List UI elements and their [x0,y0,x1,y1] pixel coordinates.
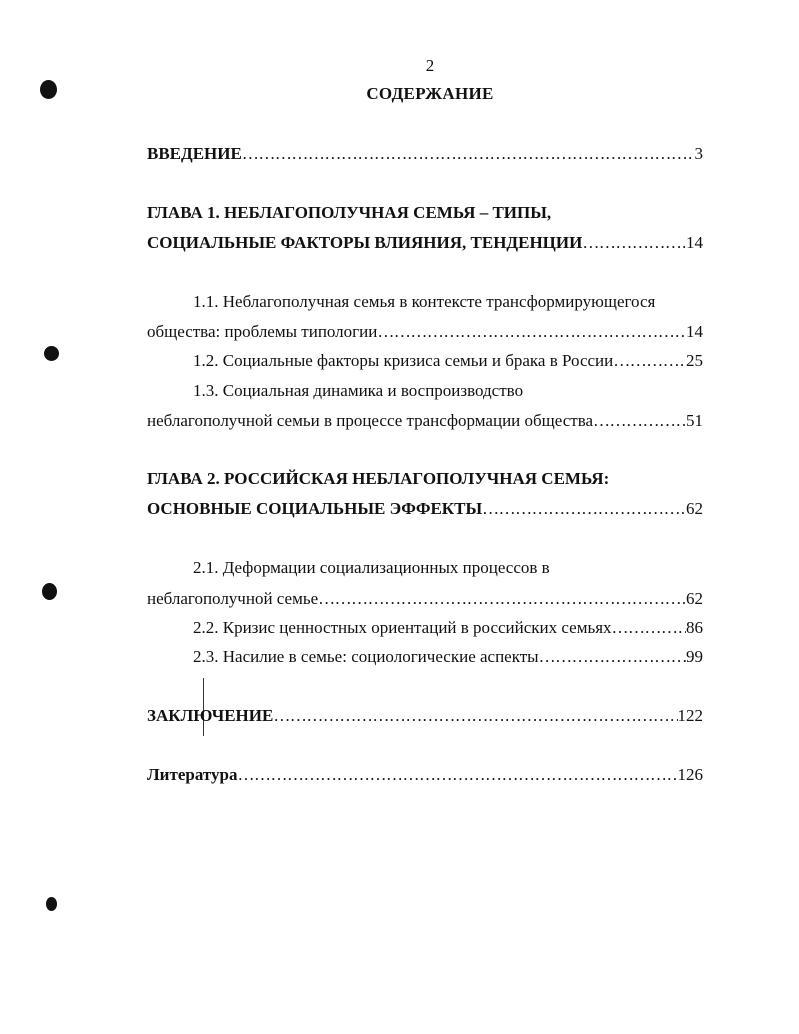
toc-page: 62 [686,589,703,608]
dot-leader [318,588,686,610]
toc-label: ВВЕДЕНИЕ [147,144,242,163]
toc-page: 14 [686,322,703,341]
dot-leader [242,143,695,165]
toc-page: 25 [686,351,703,370]
toc-label: неблагополучной семьи в процессе трансформации общества [147,411,594,430]
toc-label: 2.2. Кризис ценностных ориентаций в российских семьях [193,618,612,637]
punch-hole-mark [42,583,57,600]
toc-entry-chapter1[interactable] [147,232,703,254]
punch-hole-mark [46,897,57,911]
toc-entry-chapter2[interactable] [147,498,703,520]
dot-leader [593,410,686,432]
toc-label: ЗАКЛЮЧЕНИЕ [147,706,274,725]
toc-page: 62 [686,499,703,518]
toc-label: общества: проблемы типологии [147,322,378,341]
toc-entry-1-1[interactable] [147,321,703,343]
section-2-1-line1[interactable]: 2.1. Деформации социализационных процессов в [193,558,550,577]
toc-label: ОСНОВНЫЕ СОЦИАЛЬНЫЕ ЭФФЕКТЫ [147,499,483,518]
toc-page: 126 [677,765,703,784]
dot-leader [237,764,677,786]
toc-page: 86 [686,618,703,637]
chapter1-title-line1[interactable]: ГЛАВА 1. НЕБЛАГОПОЛУЧНАЯ СЕМЬЯ – ТИПЫ, [147,203,552,222]
toc-entry-literature[interactable] [147,764,703,786]
dot-leader [582,232,686,254]
toc-page: 3 [694,144,703,163]
section-1-3-line1[interactable]: 1.3. Социальная динамика и воспроизводство [193,381,524,400]
dot-leader [482,498,686,520]
toc-label: 1.2. Социальные факторы кризиса семьи и брака в России [193,351,614,370]
toc-page: 14 [686,233,703,252]
toc-label: СОЦИАЛЬНЫЕ ФАКТОРЫ ВЛИЯНИЯ, ТЕНДЕНЦИИ [147,233,583,252]
chapter2-title-line1[interactable]: ГЛАВА 2. РОССИЙСКАЯ НЕБЛАГОПОЛУЧНАЯ СЕМЬЯ: [147,469,610,488]
toc-label: неблагополучной семье [147,589,319,608]
page-title: СОДЕРЖАНИЕ [366,84,494,103]
toc-entry-1-2[interactable] [193,350,703,372]
toc-page: 51 [686,411,703,430]
toc-entry-1-3[interactable] [147,410,703,432]
dot-leader [539,646,686,668]
dot-leader [377,321,686,343]
toc-entry-2-3[interactable] [193,646,703,668]
toc-entry-2-2[interactable] [193,617,703,639]
toc-page: 99 [686,647,703,666]
toc-label: 2.3. Насилие в семье: социологические аспекты [193,647,539,666]
toc-entry-2-1[interactable] [147,588,703,610]
toc-page: 122 [677,706,703,725]
toc-entry-conclusion[interactable] [147,705,703,727]
dot-leader [613,350,686,372]
toc-entry-intro[interactable] [147,143,703,165]
dot-leader [273,705,677,727]
section-1-1-line1[interactable]: 1.1. Неблагополучная семья в контексте трансформирующегося [193,292,656,311]
dot-leader [612,617,686,639]
toc-label: Литература [147,765,238,784]
punch-hole-mark [44,346,59,361]
page-number: 2 [425,56,435,75]
